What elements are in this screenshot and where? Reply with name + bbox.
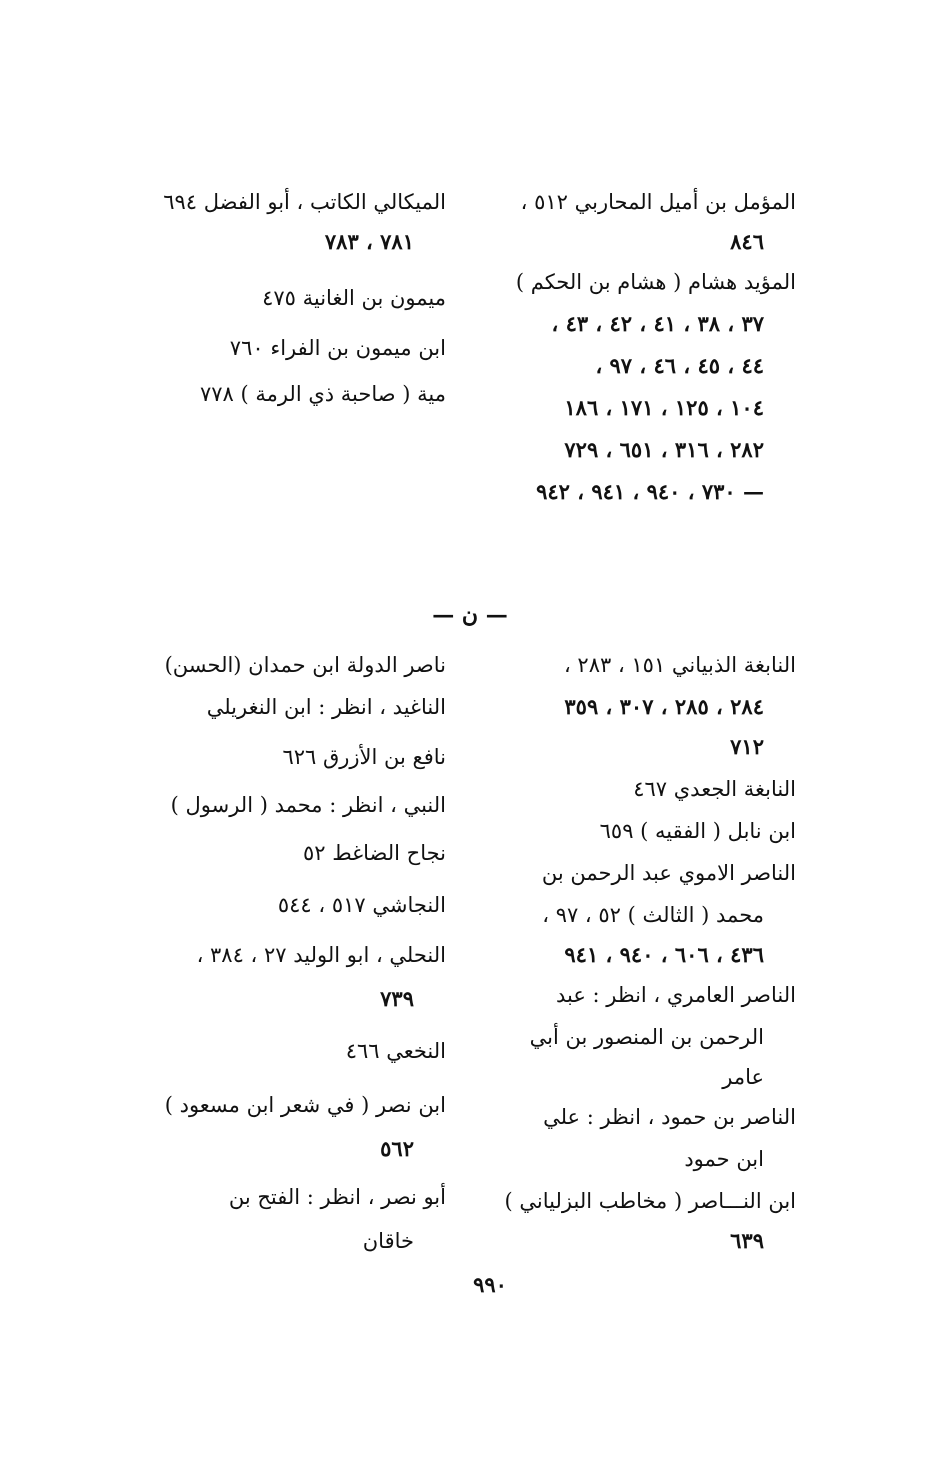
- index-entry: النابغة الذبياني ١٥١ ، ٢٨٣ ،: [563, 653, 796, 677]
- index-entry: النخعي ٤٦٦: [345, 1039, 446, 1063]
- index-column-bottom-left: [116, 648, 446, 1268]
- index-entry-continuation: محمد ( الثالث ) ٥٢ ، ٩٧ ،: [542, 903, 764, 927]
- index-entry: ابن نابل ( الفقيه ) ٦٥٩: [599, 819, 796, 843]
- index-entry: النجاشي ٥١٧ ، ٥٤٤: [277, 893, 446, 917]
- index-entry: المؤيد هشام ( هشام بن الحكم ): [515, 270, 796, 294]
- index-entry: ناصر الدولة ابن حمدان (الحسن): [164, 653, 446, 677]
- index-entry: ميمون بن الغانية ٤٧٥: [262, 286, 446, 310]
- index-entry: النحلي ، ابو الوليد ٢٧ ، ٣٨٤ ،: [196, 943, 446, 967]
- index-entry: الناصر بن حمود ، انظر : علي: [543, 1105, 796, 1129]
- index-entry: ابن النـــاصر ( مخاطب البزلياني ): [504, 1189, 796, 1213]
- index-entry-continuation: ٥٦٢: [380, 1136, 414, 1161]
- index-entry-continuation: ٤٣٦ ، ٦٠٦ ، ٩٤٠ ، ٩٤١: [564, 942, 764, 967]
- index-entry: المؤمل بن أميل المحاربي ٥١٢ ،: [520, 190, 796, 214]
- index-entry-continuation: ٦٣٩: [730, 1228, 764, 1253]
- page-number: ٩٩٠: [473, 1272, 507, 1297]
- index-entry-continuation: ٧٨١ ، ٧٨٣: [324, 229, 414, 254]
- index-entry: الناغيد ، انظر : ابن النغريلي: [206, 695, 446, 719]
- index-entry-continuation: عامر: [722, 1065, 764, 1089]
- index-entry: نافع بن الأزرق ٦٢٦: [282, 745, 446, 769]
- index-column-top-right: [476, 185, 796, 515]
- index-entry: ابن ميمون بن الفراء ٧٦٠: [229, 336, 446, 360]
- index-entry-continuation: الرحمن بن المنصور بن أبي: [529, 1025, 764, 1049]
- index-entry-continuation: — ٧٣٠ ، ٩٤٠ ، ٩٤١ ، ٩٤٢: [536, 479, 764, 504]
- index-entry: نجاح الضاغط ٥٢: [302, 841, 446, 865]
- index-column-top-left: [126, 185, 446, 415]
- index-entry: الناصر الاموي عبد الرحمن بن: [541, 861, 796, 885]
- section-letter-heading: — ن —: [432, 602, 508, 628]
- index-entry: الميكالي الكاتب ، أبو الفضل ٦٩٤: [163, 190, 446, 214]
- index-entry: أبو نصر ، انظر : الفتح بن: [228, 1185, 446, 1209]
- index-entry-continuation: ٨٤٦: [730, 229, 764, 254]
- index-entry: مية ( صاحبة ذي الرمة ) ٧٧٨: [199, 382, 446, 406]
- index-entry: النبي ، انظر : محمد ( الرسول ): [170, 793, 446, 817]
- index-entry: الناصر العامري ، انظر : عبد: [555, 983, 796, 1007]
- index-entry-continuation: ٧١٢: [730, 734, 764, 759]
- index-entry-continuation: ٣٧ ، ٣٨ ، ٤١ ، ٤٢ ، ٤٣ ،: [551, 311, 764, 336]
- index-entry-continuation: ٧٣٩: [380, 986, 414, 1011]
- index-entry-continuation: ٤٤ ، ٤٥ ، ٤٦ ، ٩٧ ،: [595, 353, 764, 378]
- index-entry-continuation: ١٠٤ ، ١٢٥ ، ١٧١ ، ١٨٦: [564, 395, 764, 420]
- index-entry-continuation: ابن حمود: [684, 1147, 764, 1171]
- index-entry-continuation: خاقان: [362, 1229, 414, 1253]
- index-entry: ابن نصر ( في شعر ابن مسعود ): [164, 1093, 446, 1117]
- index-entry-continuation: ٢٨٤ ، ٢٨٥ ، ٣٠٧ ، ٣٥٩: [564, 694, 764, 719]
- index-entry: النابغة الجعدي ٤٦٧: [633, 777, 796, 801]
- index-entry-continuation: ٢٨٢ ، ٣١٦ ، ٦٥١ ، ٧٢٩: [564, 437, 764, 462]
- index-column-bottom-right: [466, 648, 796, 1268]
